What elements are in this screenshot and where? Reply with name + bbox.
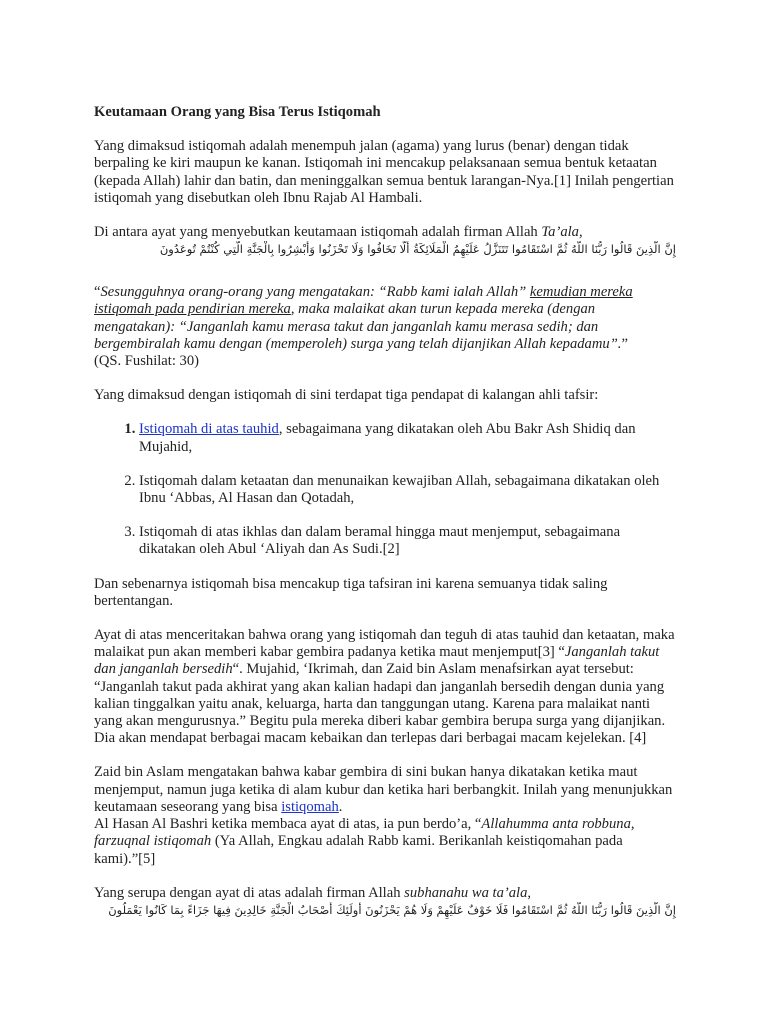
- similar-verse-italic: subhanahu wa ta’ala: [404, 884, 528, 901]
- list-item: 2. Istiqomah dalam ketaatan dan menunaikan kewajiban Allah, sebagaimana dikatakan oleh Ibnu ‘Abbas, Al Hasan dan Qotadah,: [139, 473, 676, 507]
- quote-part-1: Sesungguhnya orang-orang yang mengatakan: “Rabb kami ialah Allah”: [100, 284, 530, 301]
- quote-underlined: kemudian mereka istiqomah pada pendirian mereka: [94, 284, 633, 318]
- list-item-1-text: , sebagaimana yang dikatakan oleh Abu Bakr Ash Shidiq dan Mujahid,: [139, 421, 636, 455]
- verse-intro-end: ,: [578, 224, 583, 241]
- quote-reference: (QS. Fushilat: 30): [94, 353, 199, 370]
- arabic-verse-fushilat: إِنَّ الَّذِينَ قَالُوا رَبُّنَا اللَّهُ ثُمَّ اسْتَقَامُوا تَتَنَزَّلُ عَلَيْهِمُ الْمَلَائِكَةُ أَلَّا تَخَافُوا وَلَا تَحْزَنُوا وَأَبْشِرُوا بِالْجَنَّةِ الَّتِي كُنْتُمْ تُوعَدُونَ: [159, 242, 676, 257]
- zaid-part-1: Zaid bin Aslam mengatakan bahwa kabar gembira di sini bukan hanya dikatakan ketika maut menjemput, namun juga ketika di alam kubur dan ketika hari berbangkit. Inilah yang menunjukkan keutamaan seseorang yang bisa: [94, 764, 673, 815]
- paragraph-conclusion: Dan sebenarnya istiqomah bisa mencakup tiga tafsiran ini karena semuanya tidak saling bertentangan.: [94, 575, 608, 609]
- arabic-verse-ahqaf: إِنَّ الَّذِينَ قَالُوا رَبُّنَا اللَّهُ ثُمَّ اسْتَقَامُوا فَلَا خَوْفٌ عَلَيْهِمْ وَلَا هُمْ يَحْزَنُونَ أُولَئِكَ أَصْحَابُ الْجَنَّةِ خَالِدِينَ فِيهَا جَزَاءً بِمَا كَانُوا يَعْمَلُونَ: [108, 902, 676, 917]
- list-item: 3. Istiqomah di atas ikhlas dan dalam beramal hingga maut menjemput, sebagaimana dikatakan oleh Abul ‘Aliyah dan As Sudi.[2]: [139, 524, 676, 558]
- hasan-part-1: Al Hasan Al Bashri ketika membaca ayat di atas, ia pun berdo’a, “: [94, 816, 482, 833]
- similar-verse-text: Yang serupa dengan ayat di atas adalah firman Allah: [94, 884, 405, 901]
- paragraph-similar-verse: [94, 885, 676, 902]
- article-title: Keutamaan Orang yang Bisa Terus Istiqomah: [94, 104, 381, 120]
- quote-close-mark: ”: [621, 335, 628, 352]
- paragraph-zaid: [94, 764, 676, 816]
- verse-intro-text: Di antara ayat yang menyebutkan keutamaan istiqomah adalah firman Allah: [94, 224, 542, 241]
- quote-part-2: , maka malaikat akan turun kepada mereka (dengan mengatakan): “Janganlah kamu merasa takut dan janganlah kamu merasa sedih; dan bergembiralah kamu dengan (memperoleh) surga yang telah dijanjikan Allah kepadamu”.: [94, 301, 622, 352]
- article: [94, 104, 676, 919]
- paragraph-verse-intro: [94, 224, 676, 241]
- hasan-italic: Allahumma anta robbuna, farzuqnal istiqomah: [94, 816, 635, 850]
- link-istiqomah-tauhid[interactable]: Istiqomah di atas tauhid: [139, 421, 279, 438]
- angels-part-2: “. Mujahid, ‘Ikrimah, dan Zaid bin Aslam menafsirkan ayat tersebut: “Janganlah takut pada akhirat yang akan kalian hadapi dan janganlah bersedih dengan dunia yang kalian tinggalkan yaitu anak, keluarga, harta dan tanggungan utang. Karena para malaikat nanti yang akan mengurusnya.” Begitu pula mereka diberi kabar gembira berupa surga yang dijanjikan. Dia akan mendapat berbagai macam kebaikan dan terlepas dari berbagai macam kejelekan. [4]: [94, 661, 666, 747]
- paragraph-tafsir-intro: Yang dimaksud dengan istiqomah di sini terdapat tiga pendapat di kalangan ahli tafsir:: [94, 387, 599, 404]
- similar-verse-end: ,: [527, 884, 532, 901]
- paragraph-hasan-bashri: [94, 816, 676, 868]
- angels-part-1: Ayat di atas menceritakan bahwa orang yang istiqomah dan teguh di atas tauhid dan ketaatan, maka malaikat pun akan memberi kabar gembira padanya ketika maut menjemput[3] “: [94, 627, 675, 661]
- tafsir-list: [94, 421, 676, 558]
- zaid-part-2: .: [338, 798, 343, 815]
- translation-quote: [94, 284, 676, 370]
- angels-italic: Janganlah takut dan janganlah bersedih: [94, 644, 660, 678]
- list-item: [139, 421, 676, 455]
- link-istiqomah[interactable]: istiqomah: [281, 798, 339, 815]
- hasan-part-2: (Ya Allah, Engkau adalah Rabb kami. Berikanlah keistiqomahan pada kami).”[5]: [94, 833, 623, 867]
- paragraph-definition: Yang dimaksud istiqomah adalah menempuh jalan (agama) yang lurus (benar) dengan tidak berpaling ke kiri maupun ke kanan. Istiqomah ini mencakup pelaksanaan semua bentuk ketaatan (kepada Allah) lahir dan batin, dan meninggalkan semua bentuk larangan-Nya.[1] Inilah pengertian istiqomah yang disebutkan oleh Ibnu Rajab Al Hambali.: [94, 138, 674, 206]
- quote-open-mark: “: [94, 284, 101, 301]
- verse-intro-italic: Ta’ala: [541, 224, 579, 241]
- paragraph-angels-news: [94, 627, 676, 747]
